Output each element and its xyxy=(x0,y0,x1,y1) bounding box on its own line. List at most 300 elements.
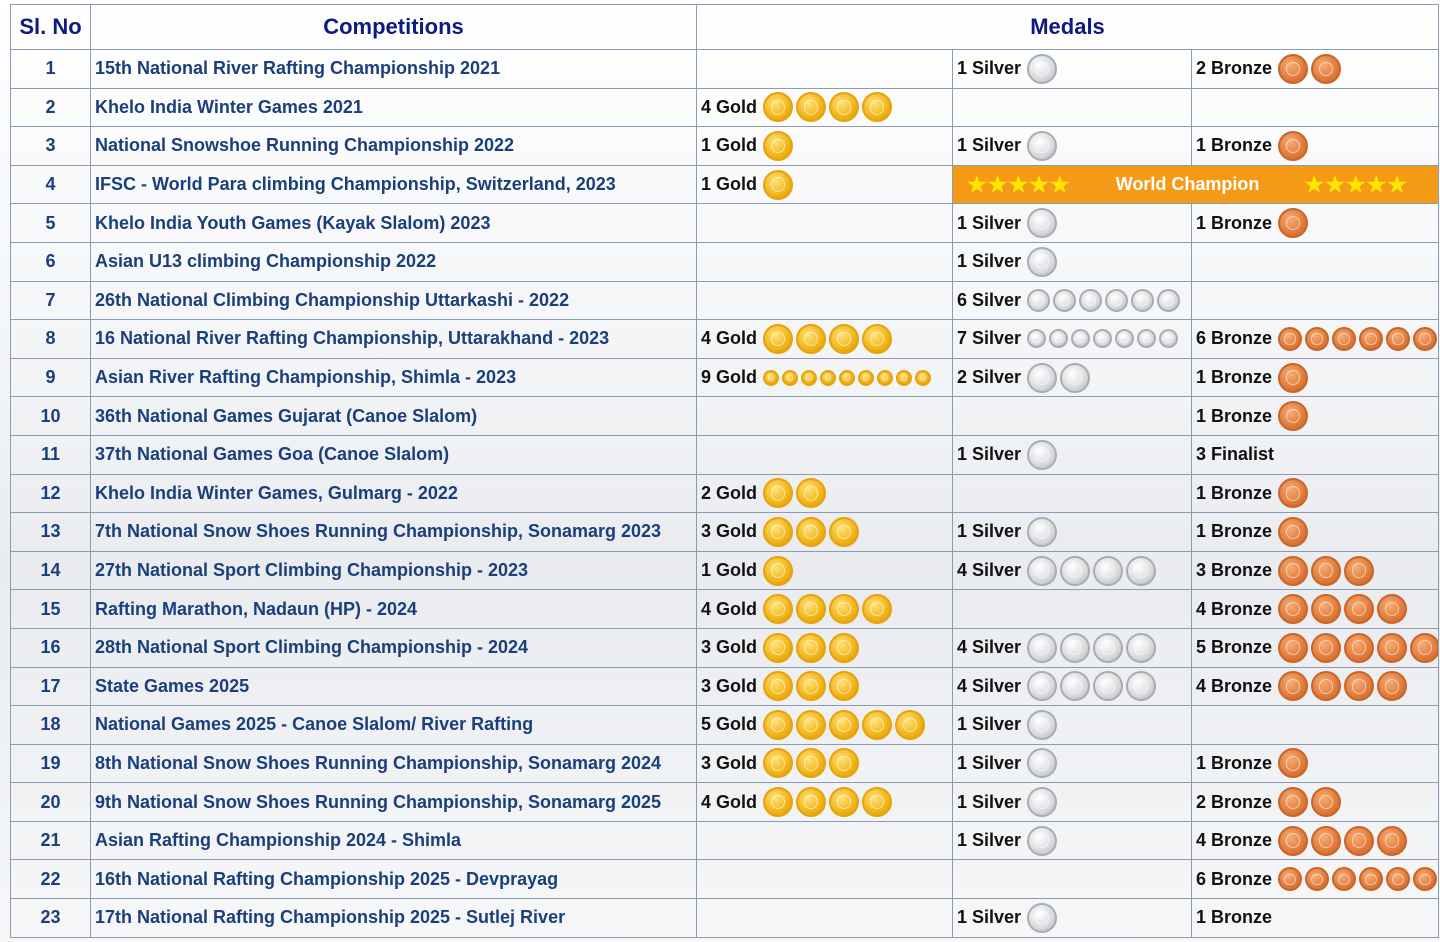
gold-label: 4 Gold xyxy=(701,328,758,349)
bronze-label: 1 Bronze xyxy=(1196,907,1273,928)
gold-label: 3 Gold xyxy=(701,637,758,658)
bronze-medal-icon xyxy=(1344,633,1374,663)
silver-medal-icon xyxy=(1159,329,1178,348)
bronze-medal-icon xyxy=(1278,748,1308,778)
bronze-cell xyxy=(1192,397,1439,436)
gold-cell xyxy=(697,320,953,359)
gold-medal-icon xyxy=(796,478,826,508)
bronze-label: 3 Finalist xyxy=(1196,444,1275,465)
silver-label: 1 Silver xyxy=(957,521,1022,542)
gold-medal-icon xyxy=(801,370,817,386)
gold-cell-content xyxy=(701,860,948,898)
star-icons-right: ★★★★★ xyxy=(1304,171,1409,197)
silver-medal-icon xyxy=(1027,440,1057,470)
competition-name: 36th National Games Gujarat (Canoe Slalom) xyxy=(91,397,697,436)
bronze-cell xyxy=(1192,706,1439,745)
gold-medal-icon xyxy=(862,92,892,122)
gold-cell xyxy=(697,706,953,745)
banner-content xyxy=(953,166,1438,203)
bronze-cell-content xyxy=(1196,899,1434,937)
silver-cell-content xyxy=(957,590,1187,628)
bronze-label: 6 Bronze xyxy=(1196,328,1273,349)
gold-cell xyxy=(697,242,953,281)
silver-cell-content xyxy=(957,706,1187,744)
gold-cell-content xyxy=(701,166,948,204)
bronze-medal-icon xyxy=(1278,787,1308,817)
competition-name: 7th National Snow Shoes Running Championship, Sonamarg 2023 xyxy=(91,513,697,552)
table-row xyxy=(11,821,1439,860)
gold-medal-icons xyxy=(763,92,895,122)
silver-medal-icons xyxy=(1027,363,1093,393)
gold-medal-icons xyxy=(763,517,862,547)
gold-medal-icon xyxy=(862,787,892,817)
bronze-cell xyxy=(1192,744,1439,783)
silver-cell-content xyxy=(957,513,1187,551)
table-row xyxy=(11,590,1439,629)
silver-medal-icon xyxy=(1079,289,1102,312)
silver-medal-icon xyxy=(1060,633,1090,663)
bronze-cell xyxy=(1192,551,1439,590)
bronze-label: 1 Bronze xyxy=(1196,752,1273,773)
gold-cell-content xyxy=(701,899,948,937)
gold-medal-icon xyxy=(796,594,826,624)
bronze-medal-icon xyxy=(1278,401,1308,431)
bronze-cell-content xyxy=(1196,552,1434,590)
sl-no-cell: 8 xyxy=(11,320,91,359)
bronze-medal-icon xyxy=(1305,327,1329,351)
competition-name: National Games 2025 - Canoe Slalom/ River Rafting xyxy=(91,706,697,745)
gold-cell xyxy=(697,860,953,899)
silver-medal-icon xyxy=(1137,329,1156,348)
table-row xyxy=(11,551,1439,590)
gold-medal-icon xyxy=(796,517,826,547)
competition-name: Asian Rafting Championship 2024 - Shimla xyxy=(91,821,697,860)
bronze-medal-icon xyxy=(1278,671,1308,701)
bronze-label: 1 Bronze xyxy=(1196,212,1273,233)
bronze-cell-content xyxy=(1196,475,1434,513)
silver-label: 1 Silver xyxy=(957,791,1022,812)
bronze-medal-icons xyxy=(1278,826,1410,856)
gold-medal-icons xyxy=(763,170,796,200)
silver-cell xyxy=(953,358,1192,397)
silver-medal-icon xyxy=(1027,247,1057,277)
gold-cell xyxy=(697,281,953,320)
bronze-label: 1 Bronze xyxy=(1196,521,1273,542)
silver-cell-content xyxy=(957,436,1187,474)
bronze-medal-icon xyxy=(1377,826,1407,856)
silver-label: 7 Silver xyxy=(957,328,1022,349)
gold-cell xyxy=(697,899,953,938)
gold-medal-icon xyxy=(877,370,893,386)
silver-medal-icons xyxy=(1027,54,1060,84)
bronze-medal-icon xyxy=(1278,556,1308,586)
silver-label: 4 Silver xyxy=(957,637,1022,658)
silver-cell-content xyxy=(957,50,1187,88)
star-icons-left: ★★★★★ xyxy=(967,171,1071,197)
gold-medal-icon xyxy=(763,671,793,701)
silver-cell xyxy=(953,242,1192,281)
silver-medal-icon xyxy=(1093,633,1123,663)
gold-cell-content xyxy=(701,513,948,551)
table-row xyxy=(11,88,1439,127)
competition-name: Khelo India Winter Games 2021 xyxy=(91,88,697,127)
bronze-medal-icons xyxy=(1278,748,1311,778)
sl-no-cell: 1 xyxy=(11,50,91,89)
silver-medal-icons xyxy=(1027,131,1060,161)
bronze-medal-icons xyxy=(1278,594,1410,624)
bronze-medal-icons xyxy=(1278,208,1311,238)
silver-cell xyxy=(953,744,1192,783)
gold-medal-icon xyxy=(763,710,793,740)
bronze-medal-icon xyxy=(1344,826,1374,856)
bronze-medal-icon xyxy=(1278,517,1308,547)
bronze-label: 4 Bronze xyxy=(1196,598,1273,619)
competition-name: IFSC - World Para climbing Championship, Switzerland, 2023 xyxy=(91,165,697,204)
bronze-medal-icon xyxy=(1278,363,1308,393)
gold-cell-content xyxy=(701,706,948,744)
silver-cell-content xyxy=(957,475,1187,513)
silver-label: 1 Silver xyxy=(957,907,1022,928)
gold-label: 5 Gold xyxy=(701,714,758,735)
gold-medal-icon xyxy=(763,517,793,547)
table-row xyxy=(11,435,1439,474)
silver-label: 1 Silver xyxy=(957,135,1022,156)
silver-medal-icon xyxy=(1060,363,1090,393)
gold-label: 3 Gold xyxy=(701,675,758,696)
silver-medal-icon xyxy=(1027,748,1057,778)
gold-medal-icon xyxy=(829,633,859,663)
silver-cell-content xyxy=(957,552,1187,590)
bronze-medal-icon xyxy=(1311,54,1341,84)
gold-cell-content xyxy=(701,475,948,513)
sl-no-cell: 13 xyxy=(11,513,91,552)
gold-medal-icons xyxy=(763,748,862,778)
table-row xyxy=(11,783,1439,822)
bronze-medal-icon xyxy=(1311,633,1341,663)
silver-cell-content xyxy=(957,359,1187,397)
silver-cell xyxy=(953,281,1192,320)
bronze-medal-icon xyxy=(1344,671,1374,701)
silver-cell xyxy=(953,706,1192,745)
silver-medal-icon xyxy=(1093,329,1112,348)
silver-medal-icon xyxy=(1060,556,1090,586)
gold-label: 1 Gold xyxy=(701,135,758,156)
silver-medal-icon xyxy=(1027,363,1057,393)
gold-label: 1 Gold xyxy=(701,174,758,195)
silver-cell xyxy=(953,667,1192,706)
gold-medal-icons xyxy=(763,324,895,354)
gold-cell xyxy=(697,821,953,860)
sl-no-cell: 22 xyxy=(11,860,91,899)
bronze-cell xyxy=(1192,127,1439,166)
gold-cell-content xyxy=(701,552,948,590)
silver-label: 1 Silver xyxy=(957,830,1022,851)
silver-medal-icon xyxy=(1071,329,1090,348)
silver-label: 6 Silver xyxy=(957,289,1022,310)
silver-label: 1 Silver xyxy=(957,444,1022,465)
table-row xyxy=(11,320,1439,359)
silver-cell xyxy=(953,50,1192,89)
table-row xyxy=(11,50,1439,89)
gold-medal-icon xyxy=(839,370,855,386)
silver-medal-icon xyxy=(1027,556,1057,586)
competition-name: Rafting Marathon, Nadaun (HP) - 2024 xyxy=(91,590,697,629)
bronze-cell xyxy=(1192,821,1439,860)
silver-cell xyxy=(953,320,1192,359)
silver-medal-icons xyxy=(1027,208,1060,238)
bronze-cell-content xyxy=(1196,706,1434,744)
gold-cell-content xyxy=(701,204,948,242)
gold-medal-icons xyxy=(763,370,934,386)
table-row xyxy=(11,706,1439,745)
gold-cell-content xyxy=(701,320,948,358)
gold-medal-icon xyxy=(796,748,826,778)
gold-medal-icon xyxy=(763,370,779,386)
silver-medal-icons xyxy=(1027,247,1060,277)
silver-cell-content xyxy=(957,127,1187,165)
silver-cell xyxy=(953,397,1192,436)
silver-medal-icon xyxy=(1027,903,1057,933)
world-champion-banner xyxy=(953,165,1439,204)
gold-cell-content xyxy=(701,436,948,474)
sl-no-cell: 11 xyxy=(11,435,91,474)
bronze-medal-icon xyxy=(1410,633,1438,663)
gold-cell-content xyxy=(701,783,948,821)
silver-cell-content xyxy=(957,320,1187,358)
bronze-medal-icons xyxy=(1278,671,1410,701)
bronze-cell-content xyxy=(1196,127,1434,165)
bronze-label: 1 Bronze xyxy=(1196,405,1273,426)
silver-label: 2 Silver xyxy=(957,367,1022,388)
bronze-medal-icons xyxy=(1278,633,1438,663)
gold-medal-icon xyxy=(796,710,826,740)
bronze-medal-icon xyxy=(1311,671,1341,701)
gold-medal-icon xyxy=(796,787,826,817)
gold-cell xyxy=(697,127,953,166)
bronze-medal-icon xyxy=(1278,327,1302,351)
bronze-label: 3 Bronze xyxy=(1196,560,1273,581)
silver-medal-icons xyxy=(1027,517,1060,547)
bronze-medal-icon xyxy=(1278,633,1308,663)
silver-cell-content xyxy=(957,282,1187,320)
bronze-medal-icon xyxy=(1311,556,1341,586)
gold-medal-icon xyxy=(796,633,826,663)
bronze-medal-icon xyxy=(1278,54,1308,84)
bronze-medal-icon xyxy=(1344,556,1374,586)
gold-cell-content xyxy=(701,50,948,88)
gold-label: 9 Gold xyxy=(701,367,758,388)
gold-label: 3 Gold xyxy=(701,521,758,542)
bronze-medal-icon xyxy=(1305,867,1329,891)
gold-cell xyxy=(697,551,953,590)
silver-label: 1 Silver xyxy=(957,714,1022,735)
bronze-cell xyxy=(1192,435,1439,474)
silver-medal-icon xyxy=(1027,54,1057,84)
silver-cell-content xyxy=(957,745,1187,783)
table-row xyxy=(11,899,1439,938)
silver-medal-icons xyxy=(1027,787,1060,817)
table-row xyxy=(11,204,1439,243)
gold-cell xyxy=(697,628,953,667)
gold-medal-icon xyxy=(829,517,859,547)
gold-cell xyxy=(697,204,953,243)
table-row xyxy=(11,474,1439,513)
sl-no-cell: 4 xyxy=(11,165,91,204)
table-row xyxy=(11,860,1439,899)
bronze-medal-icon xyxy=(1311,787,1341,817)
bronze-medal-icon xyxy=(1332,327,1356,351)
silver-medal-icon xyxy=(1027,208,1057,238)
bronze-medal-icon xyxy=(1278,594,1308,624)
sl-no-cell: 19 xyxy=(11,744,91,783)
bronze-cell xyxy=(1192,783,1439,822)
silver-medal-icon xyxy=(1027,131,1057,161)
sl-no-cell: 2 xyxy=(11,88,91,127)
sl-no-cell: 23 xyxy=(11,899,91,938)
gold-label: 1 Gold xyxy=(701,560,758,581)
bronze-cell-content xyxy=(1196,860,1434,898)
sl-no-cell: 3 xyxy=(11,127,91,166)
gold-medal-icons xyxy=(763,633,862,663)
silver-medal-icon xyxy=(1115,329,1134,348)
table-body xyxy=(11,50,1439,938)
gold-cell-content xyxy=(701,397,948,435)
sl-no-cell: 6 xyxy=(11,242,91,281)
bronze-label: 1 Bronze xyxy=(1196,135,1273,156)
bronze-medal-icons xyxy=(1278,787,1344,817)
silver-label: 1 Silver xyxy=(957,251,1022,272)
bronze-medal-icon xyxy=(1278,867,1302,891)
bronze-medal-icon xyxy=(1359,327,1383,351)
bronze-cell xyxy=(1192,667,1439,706)
bronze-cell-content xyxy=(1196,320,1434,358)
gold-medal-icon xyxy=(829,787,859,817)
competition-name: 9th National Snow Shoes Running Championship, Sonamarg 2025 xyxy=(91,783,697,822)
silver-cell xyxy=(953,628,1192,667)
sl-no-cell: 18 xyxy=(11,706,91,745)
table-row xyxy=(11,165,1439,204)
gold-cell xyxy=(697,513,953,552)
banner-text: World Champion xyxy=(1115,174,1260,195)
gold-medal-icon xyxy=(763,594,793,624)
bronze-label: 6 Bronze xyxy=(1196,868,1273,889)
gold-cell xyxy=(697,435,953,474)
sl-no-cell: 20 xyxy=(11,783,91,822)
gold-cell xyxy=(697,88,953,127)
silver-label: 1 Silver xyxy=(957,58,1022,79)
bronze-label: 2 Bronze xyxy=(1196,58,1273,79)
bronze-cell-content xyxy=(1196,822,1434,860)
competitions-header: Competitions xyxy=(91,5,697,50)
gold-medal-icons xyxy=(763,787,895,817)
silver-cell-content xyxy=(957,783,1187,821)
gold-cell-content xyxy=(701,89,948,127)
bronze-cell-content xyxy=(1196,397,1434,435)
sl-no-cell: 16 xyxy=(11,628,91,667)
bronze-medal-icon xyxy=(1386,327,1410,351)
table-row xyxy=(11,667,1439,706)
gold-medal-icon xyxy=(829,748,859,778)
table-row xyxy=(11,744,1439,783)
silver-medal-icons xyxy=(1027,440,1060,470)
bronze-label: 5 Bronze xyxy=(1196,637,1273,658)
gold-cell xyxy=(697,50,953,89)
silver-medal-icon xyxy=(1060,671,1090,701)
silver-medal-icons xyxy=(1027,903,1060,933)
gold-medal-icon xyxy=(763,748,793,778)
silver-medal-icon xyxy=(1027,826,1057,856)
bronze-cell-content xyxy=(1196,513,1434,551)
silver-medal-icons xyxy=(1027,671,1159,701)
bronze-cell xyxy=(1192,590,1439,629)
bronze-medal-icon xyxy=(1344,594,1374,624)
gold-medal-icon xyxy=(763,131,793,161)
bronze-label: 4 Bronze xyxy=(1196,830,1273,851)
sl-no-cell: 17 xyxy=(11,667,91,706)
gold-cell xyxy=(697,590,953,629)
competition-name: 27th National Sport Climbing Championship - 2023 xyxy=(91,551,697,590)
header-row xyxy=(11,5,1439,50)
gold-medal-icons xyxy=(763,671,862,701)
silver-medal-icons xyxy=(1027,329,1181,348)
gold-label: 4 Gold xyxy=(701,598,758,619)
gold-cell-content xyxy=(701,822,948,860)
gold-cell xyxy=(697,667,953,706)
bronze-cell-content xyxy=(1196,89,1434,127)
competition-name: State Games 2025 xyxy=(91,667,697,706)
bronze-cell-content xyxy=(1196,50,1434,88)
bronze-medal-icons xyxy=(1278,556,1377,586)
bronze-label: 1 Bronze xyxy=(1196,482,1273,503)
sl-no-cell: 15 xyxy=(11,590,91,629)
gold-medal-icon xyxy=(763,324,793,354)
bronze-cell-content xyxy=(1196,436,1434,474)
bronze-cell xyxy=(1192,88,1439,127)
bronze-cell xyxy=(1192,860,1439,899)
silver-cell-content xyxy=(957,89,1187,127)
gold-cell-content xyxy=(701,668,948,706)
silver-medal-icon xyxy=(1027,633,1057,663)
silver-cell xyxy=(953,821,1192,860)
table-row xyxy=(11,242,1439,281)
gold-medal-icons xyxy=(763,556,796,586)
bronze-cell xyxy=(1192,899,1439,938)
sl-no-cell: 9 xyxy=(11,358,91,397)
table-row xyxy=(11,397,1439,436)
gold-medal-icon xyxy=(862,324,892,354)
bronze-label: 2 Bronze xyxy=(1196,791,1273,812)
bronze-medal-icon xyxy=(1278,826,1308,856)
gold-cell xyxy=(697,397,953,436)
silver-medal-icon xyxy=(1027,517,1057,547)
silver-cell-content xyxy=(957,243,1187,281)
competition-name: 28th National Sport Climbing Championship - 2024 xyxy=(91,628,697,667)
bronze-cell xyxy=(1192,204,1439,243)
silver-cell xyxy=(953,551,1192,590)
bronze-medal-icons xyxy=(1278,54,1344,84)
sl-no-cell: 5 xyxy=(11,204,91,243)
bronze-cell-content xyxy=(1196,745,1434,783)
gold-label: 3 Gold xyxy=(701,752,758,773)
gold-medal-icon xyxy=(862,710,892,740)
silver-cell xyxy=(953,513,1192,552)
bronze-medal-icon xyxy=(1278,208,1308,238)
bronze-cell-content xyxy=(1196,668,1434,706)
bronze-cell-content xyxy=(1196,282,1434,320)
bronze-cell-content xyxy=(1196,204,1434,242)
bronze-medal-icon xyxy=(1332,867,1356,891)
bronze-cell-content xyxy=(1196,243,1434,281)
